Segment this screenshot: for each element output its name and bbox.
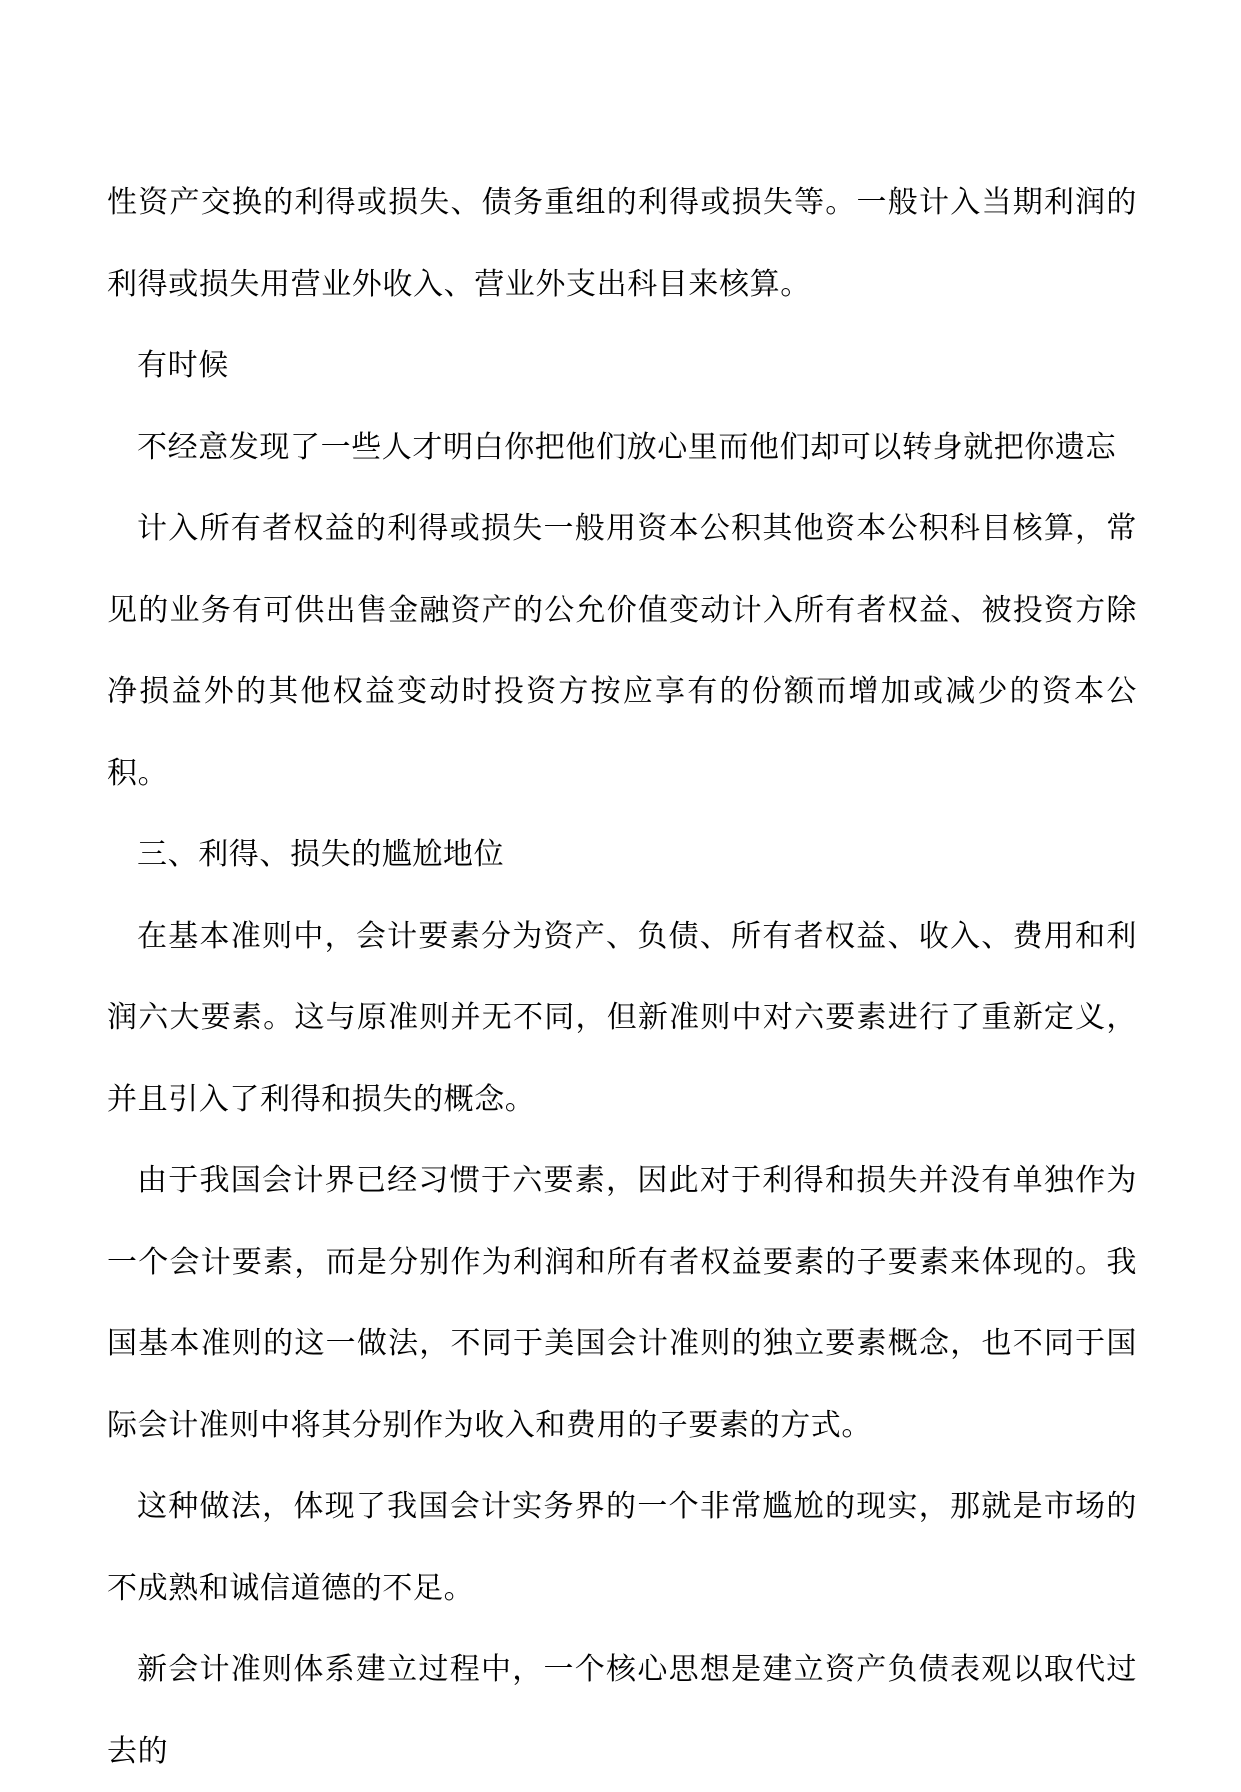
paragraph-sometimes: 有时候	[137, 348, 229, 383]
paragraph-practice: 这种做法，体现了我国会计实务界的一个非常尴尬的现实，那就是市场的不成熟和诚信道德的不足。	[107, 1489, 1137, 1606]
document-body	[107, 162, 1137, 1792]
paragraph-six-elements: 由于我国会计界已经习惯于六要素，因此对于利得和损失并没有单独作为一个会计要素，而是分别作为利润和所有者权益要素的子要素来体现的。我国基本准则的这一做法，不同于美国会计准则的独立要素概念，也不同于国际会计准则中将其分别作为收入和费用的子要素的方式。	[107, 1163, 1137, 1443]
paragraph-basic-standards: 在基本准则中，会计要素分为资产、负债、所有者权益、收入、费用和利润六大要素。这与原准则并无不同，但新准则中对六要素进行了重新定义，并且引入了利得和损失的概念。	[107, 918, 1137, 1117]
paragraph-inadvertent: 不经意发现了一些人才明白你把他们放心里而他们却可以转身就把你遗忘	[137, 429, 1117, 465]
paragraph-new-standards: 新会计准则体系建立过程中，一个核心思想是建立资产负债表观以取代过去的	[107, 1652, 1137, 1769]
section-heading: 三、利得、损失的尴尬地位	[137, 837, 505, 872]
paragraph-owner-equity: 计入所有者权益的利得或损失一般用资本公积其他资本公积科目核算，常见的业务有可供出售金融资产的公允价值变动计入所有者权益、被投资方除净损益外的其他权益变动时投资方按应享有的份额而增加或减少的资本公积。	[107, 511, 1137, 791]
paragraph-continuation: 性资产交换的利得或损失、债务重组的利得或损失等。一般计入当期利润的利得或损失用营业外收入、营业外支出科目来核算。	[107, 185, 1137, 302]
